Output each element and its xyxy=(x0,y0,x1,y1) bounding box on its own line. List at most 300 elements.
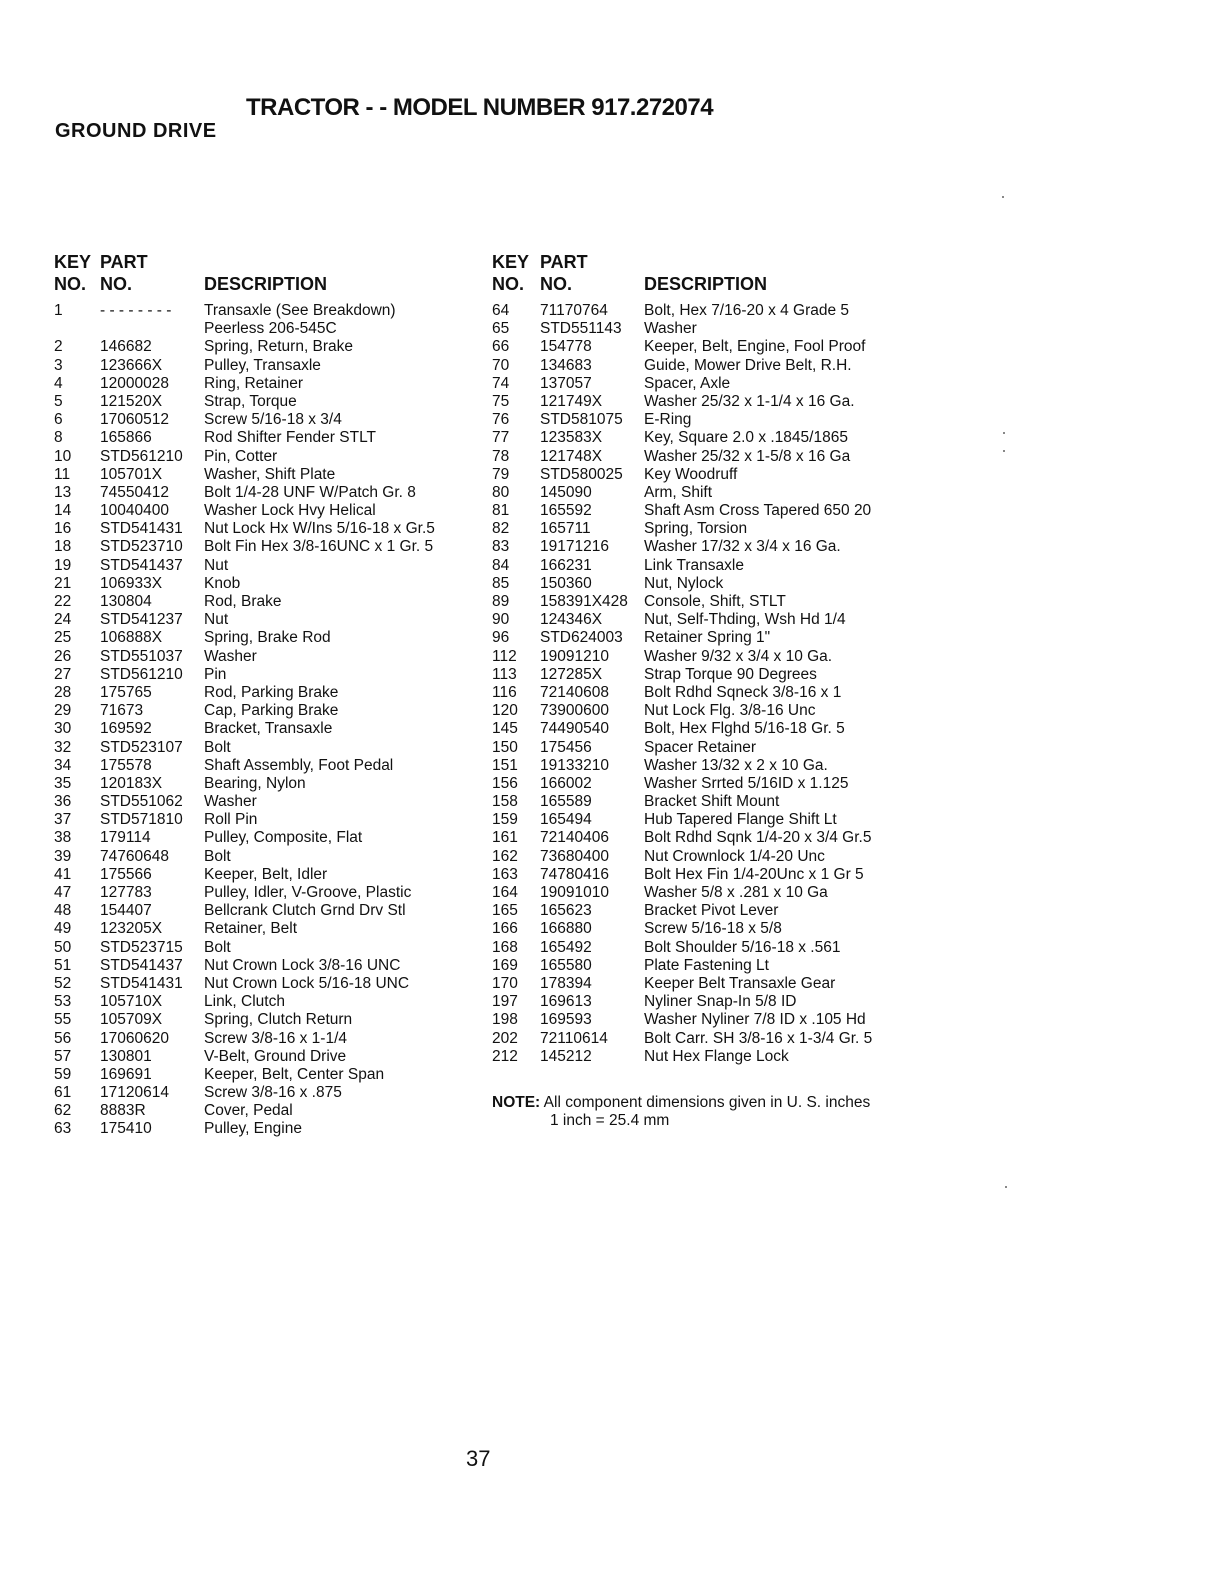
part-key-no: 202 xyxy=(492,1029,518,1047)
table-row xyxy=(54,320,474,338)
table-row xyxy=(54,375,474,393)
part-key-no: 120 xyxy=(492,702,518,720)
part-number: 71673 xyxy=(100,702,144,720)
part-number: 105709X xyxy=(100,1011,163,1029)
part-number: STD580025 xyxy=(540,465,623,483)
part-description: Pulley, Composite, Flat xyxy=(204,829,363,847)
part-key-no: 159 xyxy=(492,811,518,829)
part-description: Keeper, Belt, Idler xyxy=(204,865,328,883)
part-number: 124346X xyxy=(540,611,603,629)
part-description: Bolt, Hex 7/16-20 x 4 Grade 5 xyxy=(644,302,850,319)
part-key-no: 4 xyxy=(54,374,63,392)
table-row xyxy=(492,666,912,684)
table-row xyxy=(54,466,474,484)
part-number: 178394 xyxy=(540,974,592,992)
part-key-no: 24 xyxy=(54,611,72,629)
table-row xyxy=(492,411,912,429)
part-key-no: 64 xyxy=(492,302,510,319)
part-number: 165623 xyxy=(540,902,592,920)
part-description: Bolt Carr. SH 3/8-16 x 1-3/4 Gr. 5 xyxy=(644,1029,873,1047)
part-description: Pulley, Transaxle xyxy=(204,356,321,374)
part-key-no: 11 xyxy=(54,465,71,483)
table-row xyxy=(492,920,912,938)
table-row xyxy=(492,357,912,375)
part-key-no: 59 xyxy=(54,1065,72,1083)
part-number: 19171216 xyxy=(540,538,609,556)
header-key-no: NO. xyxy=(54,274,87,294)
part-number: 123205X xyxy=(100,920,163,938)
part-key-no: 2 xyxy=(54,338,63,356)
part-key-no: 14 xyxy=(54,502,72,520)
table-row xyxy=(492,939,912,957)
part-description: Link Transaxle xyxy=(644,556,744,574)
table-row xyxy=(492,593,912,611)
table-row xyxy=(54,684,474,702)
part-number: 179114 xyxy=(100,829,151,847)
table-row xyxy=(54,338,474,356)
table-row xyxy=(54,848,474,866)
page-number: 37 xyxy=(466,1446,491,1471)
part-description: Bolt xyxy=(204,938,231,956)
table-row xyxy=(54,920,474,938)
part-description: Washer xyxy=(204,793,257,811)
part-description: Pulley, Idler, V-Groove, Plastic xyxy=(204,884,412,901)
part-description: Keeper Belt Transaxle Gear xyxy=(644,974,836,992)
part-number: 175578 xyxy=(100,756,152,774)
part-key-no: 5 xyxy=(54,392,63,410)
part-description: Key, Square 2.0 x .1845/1865 xyxy=(644,429,848,447)
table-row xyxy=(54,702,474,720)
part-number: 8883R xyxy=(100,1102,146,1120)
part-number: STD561210 xyxy=(100,665,183,683)
part-description: Rod, Brake xyxy=(204,593,282,610)
table-row xyxy=(54,957,474,975)
part-description: Bolt 1/4-28 UNF W/Patch Gr. 8 xyxy=(204,483,416,501)
part-number: STD541237 xyxy=(100,611,183,629)
table-row xyxy=(54,1066,474,1084)
header-part: PART xyxy=(100,252,148,272)
part-description: Bracket Shift Mount xyxy=(644,793,780,811)
table-row xyxy=(492,848,912,866)
part-description: Nut Hex Flange Lock xyxy=(644,1047,789,1065)
part-number: 72110614 xyxy=(540,1029,608,1047)
table-row xyxy=(54,575,474,593)
part-number: 158391X428 xyxy=(540,593,628,610)
scan-speck xyxy=(1005,1186,1007,1188)
part-number: 154778 xyxy=(540,338,592,356)
table-row xyxy=(54,993,474,1011)
table-row xyxy=(492,538,912,556)
note-text: All component dimensions given in U. S. inches xyxy=(543,1094,871,1111)
part-description: Washer 25/32 x 1-5/8 x 16 Ga xyxy=(644,447,851,465)
part-description: Knob xyxy=(204,574,241,592)
table-row xyxy=(54,520,474,538)
part-key-no: 89 xyxy=(492,593,510,610)
part-description: Bracket, Transaxle xyxy=(204,720,333,738)
note-conversion: 1 inch = 25.4 mm xyxy=(550,1112,670,1129)
table-row xyxy=(54,829,474,847)
part-key-no: 161 xyxy=(492,829,518,847)
table-row xyxy=(492,684,912,702)
table-row xyxy=(492,902,912,920)
part-number: 106933X xyxy=(100,574,163,592)
part-key-no: 27 xyxy=(54,665,72,683)
part-key-no: 112 xyxy=(492,647,517,665)
part-number: STD523710 xyxy=(100,538,183,556)
part-key-no: 30 xyxy=(54,720,72,738)
part-number: STD624003 xyxy=(540,629,623,647)
part-description: Hub Tapered Flange Shift Lt xyxy=(644,811,837,829)
part-description: Washer Lock Hvy Helical xyxy=(204,502,376,520)
part-number: 165580 xyxy=(540,956,592,974)
part-number: 72140406 xyxy=(540,829,609,847)
part-number: 169613 xyxy=(540,993,592,1011)
note-label: NOTE: xyxy=(492,1094,541,1111)
table-row xyxy=(492,993,912,1011)
part-description: Nyliner Snap-In 5/8 ID xyxy=(644,993,797,1011)
part-number: 165589 xyxy=(540,793,592,811)
scan-speck xyxy=(1003,450,1005,452)
part-number: 130804 xyxy=(100,593,152,610)
table-row xyxy=(492,793,912,811)
part-number: STD541437 xyxy=(100,556,183,574)
part-key-no: 8 xyxy=(54,429,63,447)
table-row xyxy=(54,757,474,775)
part-description: Nut Lock Hx W/Ins 5/16-18 x Gr.5 xyxy=(204,520,435,538)
part-key-no: 116 xyxy=(492,683,517,701)
part-number: 145090 xyxy=(540,483,592,501)
part-number: 165866 xyxy=(100,429,152,447)
part-key-no: 6 xyxy=(54,411,63,429)
part-number: 166002 xyxy=(540,774,592,792)
table-row xyxy=(54,775,474,793)
part-key-no: 22 xyxy=(54,593,72,610)
part-number: 165592 xyxy=(540,502,592,520)
table-row xyxy=(54,1120,474,1138)
part-description: V-Belt, Ground Drive xyxy=(204,1047,347,1065)
part-number: 145212 xyxy=(540,1047,592,1065)
table-body xyxy=(492,302,912,1066)
part-key-no: 84 xyxy=(492,556,510,574)
part-key-no: 165 xyxy=(492,902,518,920)
part-number: 73900600 xyxy=(540,702,609,720)
table-row xyxy=(492,866,912,884)
part-key-no: 113 xyxy=(492,665,517,683)
part-key-no: 63 xyxy=(54,1120,72,1138)
part-number: 17120614 xyxy=(100,1084,169,1102)
part-key-no: 37 xyxy=(54,811,72,829)
table-row xyxy=(492,884,912,902)
part-number: 74490540 xyxy=(540,720,609,738)
part-key-no: 10 xyxy=(54,447,72,465)
part-key-no: 76 xyxy=(492,411,510,429)
part-description: Washer 5/8 x .281 x 10 Ga xyxy=(644,884,828,901)
part-number: 169691 xyxy=(100,1065,152,1083)
part-key-no: 51 xyxy=(54,956,72,974)
part-description: Retainer Spring 1" xyxy=(644,629,771,647)
part-number: STD571810 xyxy=(100,811,183,829)
part-number: 17060512 xyxy=(100,411,169,429)
table-row xyxy=(54,593,474,611)
part-number: 105701X xyxy=(100,465,163,483)
part-description: Peerless 206-545C xyxy=(204,320,337,338)
part-number: 175410 xyxy=(100,1120,152,1138)
table-row xyxy=(54,502,474,520)
table-row xyxy=(492,757,912,775)
part-description: Cover, Pedal xyxy=(204,1102,293,1120)
part-number: 72140608 xyxy=(540,683,609,701)
table-row xyxy=(54,811,474,829)
part-description: Screw 3/8-16 x 1-1/4 xyxy=(204,1029,348,1047)
part-description: Nut Lock Flg. 3/8-16 Unc xyxy=(644,702,816,720)
part-key-no: 145 xyxy=(492,720,518,738)
part-number: 130801 xyxy=(100,1047,152,1065)
part-key-no: 74 xyxy=(492,374,510,392)
table-row xyxy=(54,1084,474,1102)
part-number: 169593 xyxy=(540,1011,592,1029)
table-row xyxy=(54,1011,474,1029)
part-key-no: 70 xyxy=(492,356,510,374)
part-key-no: 13 xyxy=(54,483,72,501)
part-key-no: 28 xyxy=(54,683,72,701)
part-number: 150360 xyxy=(540,574,592,592)
header-description: DESCRIPTION xyxy=(204,274,328,294)
part-number: 169592 xyxy=(100,720,152,738)
part-key-no: 25 xyxy=(54,629,72,647)
part-number: 127783 xyxy=(100,884,152,901)
table-row xyxy=(492,338,912,356)
table-row xyxy=(492,466,912,484)
table-row xyxy=(54,484,474,502)
part-description: Strap Torque 90 Degrees xyxy=(644,665,817,683)
table-row xyxy=(492,320,912,338)
part-key-no: 34 xyxy=(54,756,72,774)
table-body xyxy=(54,302,474,1139)
part-description: Link, Clutch xyxy=(204,993,285,1011)
part-number: 71170764 xyxy=(540,302,608,319)
part-number: STD561210 xyxy=(100,447,183,465)
part-description: Pulley, Engine xyxy=(204,1120,302,1138)
part-key-no: 197 xyxy=(492,993,518,1011)
part-key-no: 47 xyxy=(54,884,72,901)
part-key-no: 48 xyxy=(54,902,72,920)
part-description: Keeper, Belt, Engine, Fool Proof xyxy=(644,338,866,356)
part-description: Bolt xyxy=(204,847,231,865)
table-row xyxy=(54,357,474,375)
part-description: Washer 9/32 x 3/4 x 10 Ga. xyxy=(644,647,833,665)
part-description: Washer 13/32 x 2 x 10 Ga. xyxy=(644,756,828,774)
part-description: Washer Srrted 5/16ID x 1.125 xyxy=(644,774,849,792)
part-number: 74780416 xyxy=(540,865,609,883)
table-row xyxy=(54,884,474,902)
part-number: 134683 xyxy=(540,356,592,374)
table-row xyxy=(54,393,474,411)
part-number: 105710X xyxy=(100,993,163,1011)
part-key-no: 79 xyxy=(492,465,510,483)
part-number: 106888X xyxy=(100,629,163,647)
table-row xyxy=(492,557,912,575)
part-description: Shaft Asm Cross Tapered 650 20 xyxy=(644,502,872,520)
part-key-no: 16 xyxy=(54,520,72,538)
table-row xyxy=(54,1030,474,1048)
part-description: Bolt, Hex Flghd 5/16-18 Gr. 5 xyxy=(644,720,845,738)
table-row xyxy=(492,1048,912,1066)
part-description: Shaft Assembly, Foot Pedal xyxy=(204,756,394,774)
part-number: 17060620 xyxy=(100,1029,169,1047)
table-header xyxy=(492,252,912,298)
part-key-no: 62 xyxy=(54,1102,72,1120)
part-key-no: 19 xyxy=(54,556,72,574)
table-row xyxy=(54,611,474,629)
part-number: 137057 xyxy=(540,374,592,392)
part-key-no: 164 xyxy=(492,884,518,901)
part-key-no: 198 xyxy=(492,1011,518,1029)
part-description: Nut xyxy=(204,556,229,574)
part-description: Rod, Parking Brake xyxy=(204,683,339,701)
part-key-no: 212 xyxy=(492,1047,518,1065)
part-key-no: 56 xyxy=(54,1029,72,1047)
part-description: Bracket Pivot Lever xyxy=(644,902,779,920)
table-row xyxy=(492,648,912,666)
part-key-no: 26 xyxy=(54,647,72,665)
part-description: Washer xyxy=(204,647,257,665)
part-description: E-Ring xyxy=(644,411,692,429)
part-description: Nut Crown Lock 3/8-16 UNC xyxy=(204,956,401,974)
part-key-no: 21 xyxy=(54,574,72,592)
part-number: 127285X xyxy=(540,665,603,683)
table-row xyxy=(54,538,474,556)
part-description: Screw 5/16-18 x 5/8 xyxy=(644,920,782,938)
table-row xyxy=(54,648,474,666)
part-key-no: 83 xyxy=(492,538,510,556)
part-key-no: 3 xyxy=(54,356,63,374)
part-key-no: 78 xyxy=(492,447,510,465)
table-row xyxy=(54,866,474,884)
part-key-no: 170 xyxy=(492,974,518,992)
part-key-no: 61 xyxy=(54,1084,72,1102)
section-title: GROUND DRIVE xyxy=(55,120,217,142)
part-description: Washer Nyliner 7/8 ID x .105 Hd xyxy=(644,1011,866,1029)
part-number: 74760648 xyxy=(100,847,169,865)
part-key-no: 156 xyxy=(492,774,518,792)
part-key-no: 66 xyxy=(492,338,510,356)
part-description: Transaxle (See Breakdown) xyxy=(204,302,396,319)
table-row xyxy=(54,666,474,684)
part-number: 121520X xyxy=(100,392,163,410)
part-number: 121749X xyxy=(540,392,603,410)
part-description: Spring, Torsion xyxy=(644,520,748,538)
page-title: TRACTOR - - MODEL NUMBER 917.272074 xyxy=(246,94,714,121)
part-number: 165711 xyxy=(540,520,591,538)
part-key-no: 90 xyxy=(492,611,510,629)
part-description: Key Woodruff xyxy=(644,465,738,483)
part-number: 123583X xyxy=(540,429,603,447)
table-row xyxy=(492,957,912,975)
header-part: PART xyxy=(540,252,588,272)
table-row xyxy=(492,502,912,520)
part-number: 166880 xyxy=(540,920,592,938)
table-row xyxy=(54,448,474,466)
part-key-no: 166 xyxy=(492,920,518,938)
part-key-no: 162 xyxy=(492,847,518,865)
table-row xyxy=(492,429,912,447)
part-number: 19091010 xyxy=(540,884,609,901)
part-description: Spacer Retainer xyxy=(644,738,757,756)
table-row xyxy=(54,1102,474,1120)
part-description: Roll Pin xyxy=(204,811,258,829)
scan-speck xyxy=(1002,196,1004,198)
table-row xyxy=(492,1011,912,1029)
part-description: Spring, Clutch Return xyxy=(204,1011,353,1029)
part-description: Bellcrank Clutch Grnd Drv Stl xyxy=(204,902,406,920)
table-row xyxy=(492,484,912,502)
part-description: Pin, Cotter xyxy=(204,447,278,465)
table-row xyxy=(54,302,474,320)
part-description: Washer 25/32 x 1-1/4 x 16 Ga. xyxy=(644,392,855,410)
part-number: 10040400 xyxy=(100,502,169,520)
part-description: Retainer, Belt xyxy=(204,920,298,938)
part-description: Spacer, Axle xyxy=(644,374,731,392)
table-row xyxy=(54,975,474,993)
table-row xyxy=(54,739,474,757)
part-description: Nut, Nylock xyxy=(644,574,724,592)
table-row xyxy=(54,902,474,920)
part-description: Bearing, Nylon xyxy=(204,774,306,792)
table-row xyxy=(492,575,912,593)
part-description: Nut Crownlock 1/4-20 Unc xyxy=(644,847,825,865)
part-number: STD551143 xyxy=(540,320,622,338)
table-row xyxy=(492,393,912,411)
part-number: 19091210 xyxy=(540,647,609,665)
part-description: Bolt xyxy=(204,738,231,756)
table-row xyxy=(54,720,474,738)
part-description: Bolt Rdhd Sqneck 3/8-16 x 1 xyxy=(644,683,842,701)
part-number: STD581075 xyxy=(540,411,623,429)
part-key-no: 55 xyxy=(54,1011,72,1029)
table-row xyxy=(492,375,912,393)
part-number: STD541431 xyxy=(100,974,183,992)
part-key-no: 169 xyxy=(492,956,518,974)
note xyxy=(492,1094,870,1130)
table-row xyxy=(492,448,912,466)
part-key-no: 49 xyxy=(54,920,72,938)
table-row xyxy=(492,975,912,993)
table-row xyxy=(492,611,912,629)
part-number: 166231 xyxy=(540,556,592,574)
part-description: Screw 5/16-18 x 3/4 xyxy=(204,411,342,429)
part-key-no: 158 xyxy=(492,793,518,811)
table-row xyxy=(54,939,474,957)
part-number: 175456 xyxy=(540,738,592,756)
part-number: STD523715 xyxy=(100,938,183,956)
table-row xyxy=(492,1030,912,1048)
header-key-no: NO. xyxy=(492,274,525,294)
part-key-no: 65 xyxy=(492,320,510,338)
part-number: 175566 xyxy=(100,865,152,883)
table-row xyxy=(492,720,912,738)
part-description: Screw 3/8-16 x .875 xyxy=(204,1084,342,1102)
table-header xyxy=(54,252,474,298)
part-description: Bolt Hex Fin 1/4-20Unc x 1 Gr 5 xyxy=(644,865,864,883)
part-number: - - - - - - - - xyxy=(100,302,172,319)
table-row xyxy=(492,302,912,320)
table-row xyxy=(54,557,474,575)
parts-table-left xyxy=(54,252,474,1139)
header-description: DESCRIPTION xyxy=(644,274,768,294)
part-number: 165494 xyxy=(540,811,592,829)
part-number: 19133210 xyxy=(540,756,609,774)
part-description: Bolt Rdhd Sqnk 1/4-20 x 3/4 Gr.5 xyxy=(644,829,872,847)
